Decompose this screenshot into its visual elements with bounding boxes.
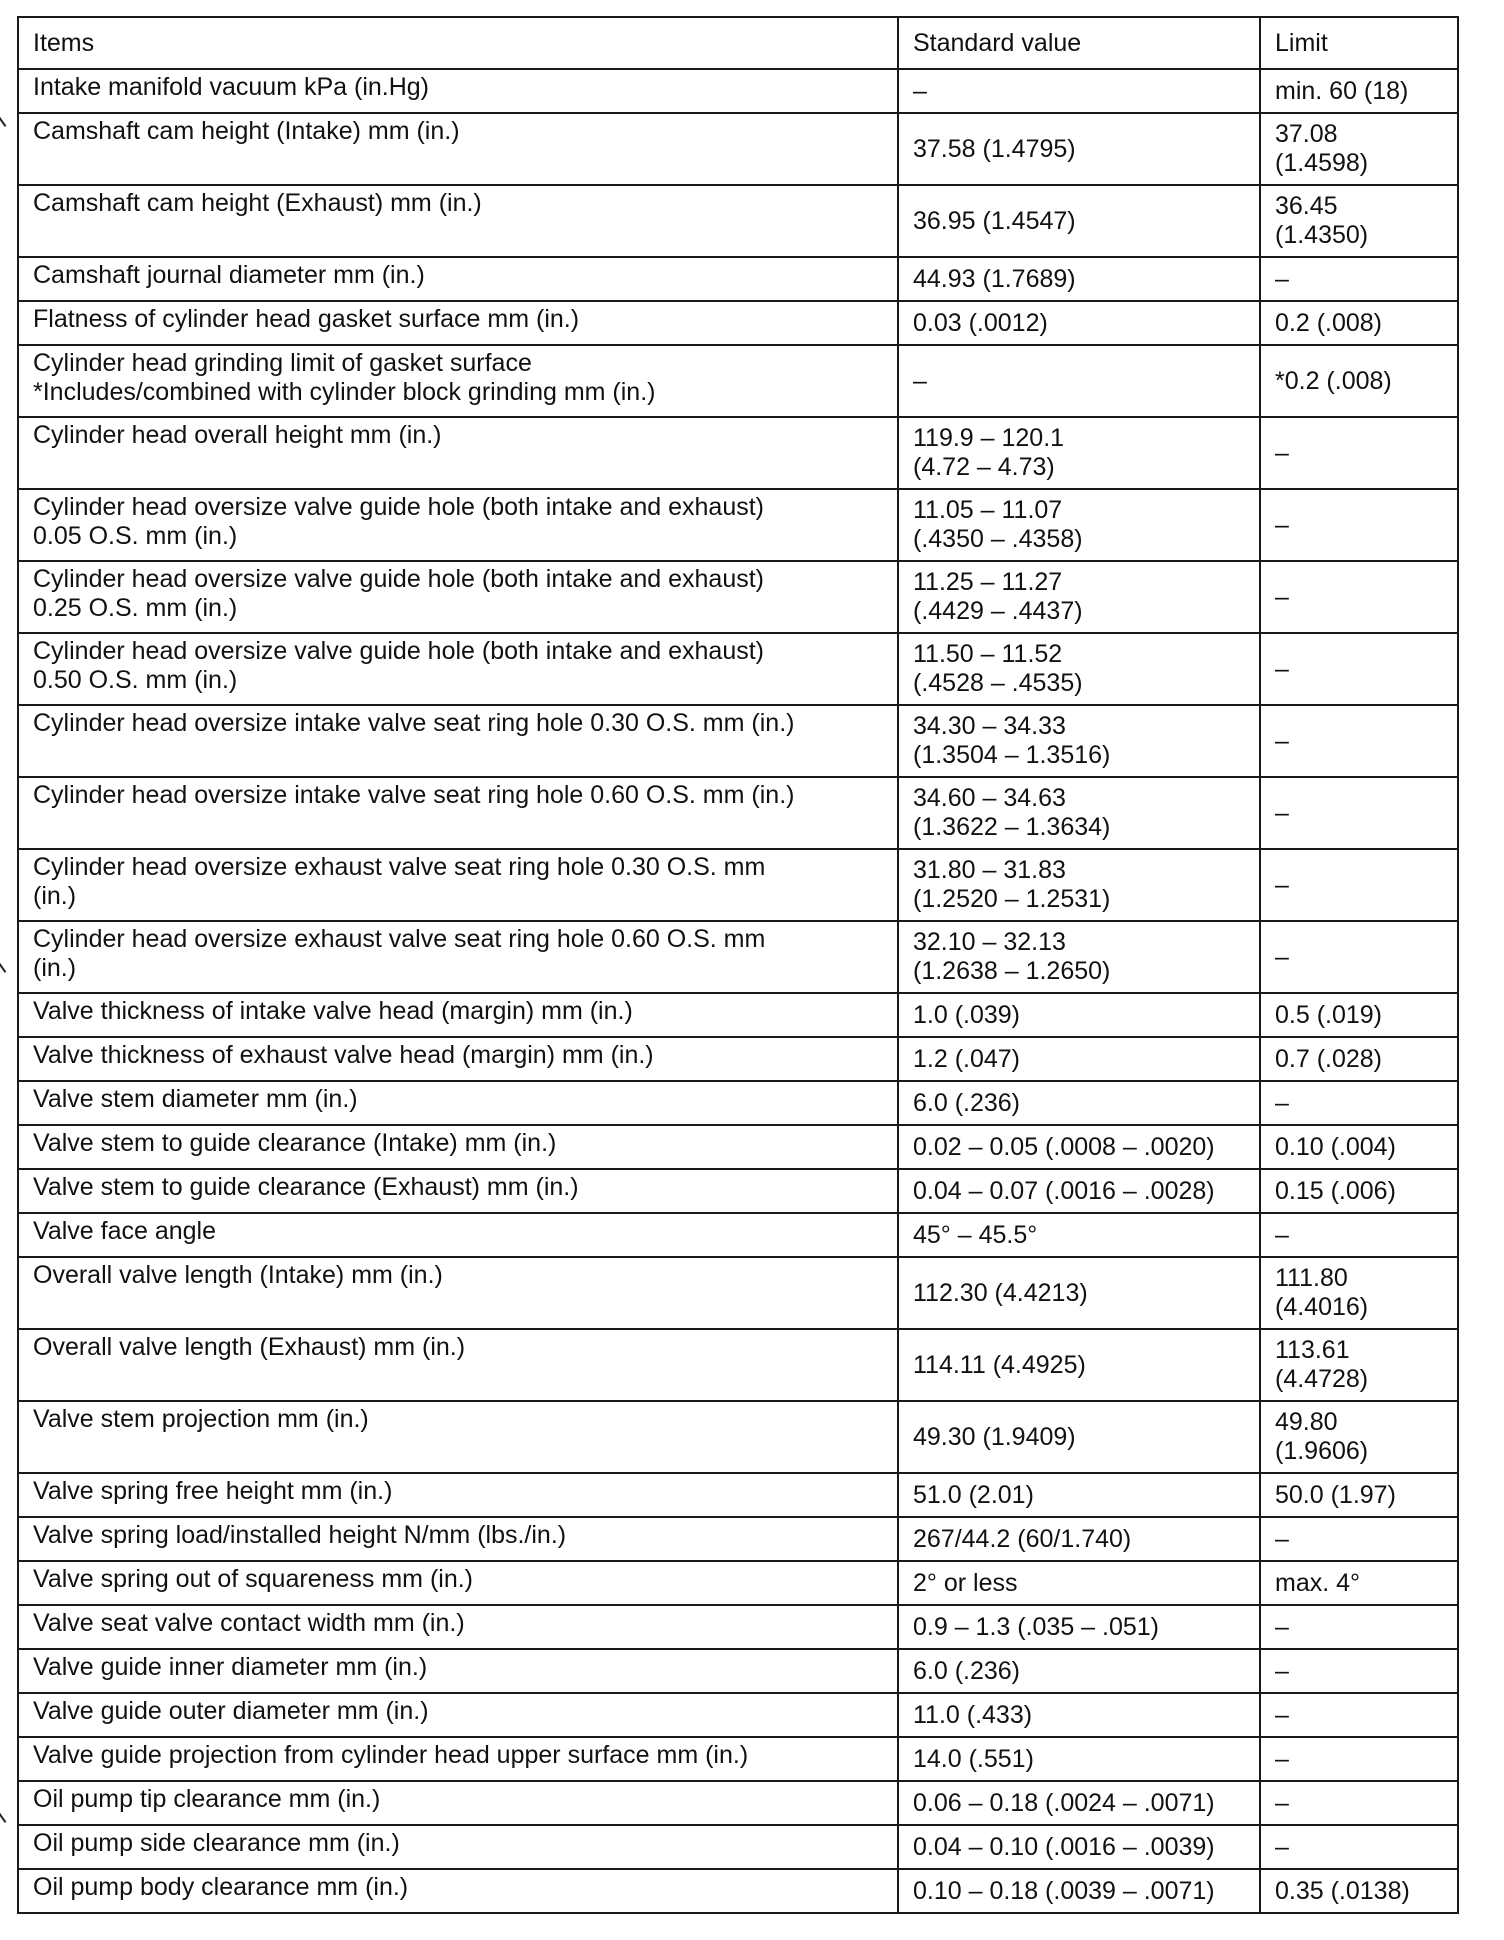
item-cell: Valve spring load/installed height N/mm (lbs./in.) [18,1517,898,1561]
standard-value-cell: 112.30 (4.4213) [898,1257,1260,1329]
standard-value-cell: 0.03 (.0012) [898,301,1260,345]
limit-cell: – [1260,1605,1458,1649]
item-cell: Cylinder head oversize exhaust valve seat ring hole 0.30 O.S. mm (in.) [18,849,898,921]
limit-cell: *0.2 (.008) [1260,345,1458,417]
table-row [18,1037,1458,1081]
standard-value-header: Standard value [898,17,1260,69]
item-cell: Camshaft journal diameter mm (in.) [18,257,898,301]
item-cell: Valve stem to guide clearance (Exhaust) mm (in.) [18,1169,898,1213]
limit-cell: – [1260,633,1458,705]
item-cell: Valve thickness of exhaust valve head (margin) mm (in.) [18,1037,898,1081]
item-cell: Cylinder head oversize valve guide hole (both intake and exhaust) 0.25 O.S. mm (in.) [18,561,898,633]
item-cell: Oil pump side clearance mm (in.) [18,1825,898,1869]
table-row [18,777,1458,849]
table-row [18,1825,1458,1869]
limit-cell: 0.10 (.004) [1260,1125,1458,1169]
margin-mark [0,1805,16,1823]
item-cell: Cylinder head oversize valve guide hole (both intake and exhaust) 0.05 O.S. mm (in.) [18,489,898,561]
item-cell: Oil pump tip clearance mm (in.) [18,1781,898,1825]
item-cell: Valve spring free height mm (in.) [18,1473,898,1517]
standard-value-cell: 114.11 (4.4925) [898,1329,1260,1401]
limit-cell: – [1260,1825,1458,1869]
standard-value-cell: 1.0 (.039) [898,993,1260,1037]
table-row [18,1693,1458,1737]
standard-value-cell: 2° or less [898,1561,1260,1605]
table-body [18,69,1458,1913]
header-row [18,17,1458,69]
table-row [18,489,1458,561]
table-row [18,993,1458,1037]
standard-value-cell: 11.05 – 11.07 (.4350 – .4358) [898,489,1260,561]
item-cell: Overall valve length (Intake) mm (in.) [18,1257,898,1329]
limit-cell: – [1260,489,1458,561]
standard-value-cell: 267/44.2 (60/1.740) [898,1517,1260,1561]
item-cell: Valve guide inner diameter mm (in.) [18,1649,898,1693]
specifications-table [17,16,1459,1914]
item-cell: Camshaft cam height (Exhaust) mm (in.) [18,185,898,257]
table-row [18,345,1458,417]
standard-value-cell: 11.25 – 11.27 (.4429 – .4437) [898,561,1260,633]
limit-cell: – [1260,257,1458,301]
table-row [18,1649,1458,1693]
standard-value-cell: 0.04 – 0.07 (.0016 – .0028) [898,1169,1260,1213]
standard-value-cell: 11.50 – 11.52 (.4528 – .4535) [898,633,1260,705]
limit-cell: 113.61 (4.4728) [1260,1329,1458,1401]
limit-cell: max. 4° [1260,1561,1458,1605]
item-cell: Cylinder head oversize intake valve seat ring hole 0.60 O.S. mm (in.) [18,777,898,849]
limit-cell: 0.2 (.008) [1260,301,1458,345]
item-cell: Camshaft cam height (Intake) mm (in.) [18,113,898,185]
item-cell: Cylinder head oversize intake valve seat ring hole 0.30 O.S. mm (in.) [18,705,898,777]
standard-value-cell: – [898,345,1260,417]
table-row [18,561,1458,633]
standard-value-cell: 32.10 – 32.13 (1.2638 – 1.2650) [898,921,1260,993]
limit-cell: 0.5 (.019) [1260,993,1458,1037]
item-cell: Cylinder head oversize valve guide hole (both intake and exhaust) 0.50 O.S. mm (in.) [18,633,898,705]
standard-value-cell: 34.60 – 34.63 (1.3622 – 1.3634) [898,777,1260,849]
item-cell: Valve guide outer diameter mm (in.) [18,1693,898,1737]
table-row [18,69,1458,113]
table-row [18,1781,1458,1825]
table-row [18,1517,1458,1561]
item-cell: Oil pump body clearance mm (in.) [18,1869,898,1913]
item-cell: Valve stem diameter mm (in.) [18,1081,898,1125]
limit-cell: 111.80 (4.4016) [1260,1257,1458,1329]
standard-value-cell: 6.0 (.236) [898,1649,1260,1693]
standard-value-cell: 51.0 (2.01) [898,1473,1260,1517]
table-row [18,1081,1458,1125]
limit-cell: – [1260,849,1458,921]
standard-value-cell: 37.58 (1.4795) [898,113,1260,185]
item-cell: Valve stem projection mm (in.) [18,1401,898,1473]
limit-cell: – [1260,1649,1458,1693]
table-row [18,921,1458,993]
standard-value-cell: 45° – 45.5° [898,1213,1260,1257]
margin-mark [0,109,16,127]
standard-value-cell: 0.10 – 0.18 (.0039 – .0071) [898,1869,1260,1913]
limit-cell: – [1260,1737,1458,1781]
standard-value-cell: – [898,69,1260,113]
item-cell: Cylinder head overall height mm (in.) [18,417,898,489]
table-row [18,1257,1458,1329]
limit-cell: 36.45 (1.4350) [1260,185,1458,257]
standard-value-cell: 0.02 – 0.05 (.0008 – .0020) [898,1125,1260,1169]
standard-value-cell: 34.30 – 34.33 (1.3504 – 1.3516) [898,705,1260,777]
limit-cell: min. 60 (18) [1260,69,1458,113]
standard-value-cell: 11.0 (.433) [898,1693,1260,1737]
standard-value-cell: 44.93 (1.7689) [898,257,1260,301]
limit-cell: – [1260,1213,1458,1257]
limit-cell: 50.0 (1.97) [1260,1473,1458,1517]
limit-cell: – [1260,417,1458,489]
table-row [18,705,1458,777]
table-row [18,301,1458,345]
limit-cell: – [1260,1693,1458,1737]
limit-cell: 37.08 (1.4598) [1260,113,1458,185]
item-cell: Valve guide projection from cylinder head upper surface mm (in.) [18,1737,898,1781]
limit-header: Limit [1260,17,1458,69]
standard-value-cell: 14.0 (.551) [898,1737,1260,1781]
limit-cell: 49.80 (1.9606) [1260,1401,1458,1473]
limit-cell: 0.35 (.0138) [1260,1869,1458,1913]
table-row [18,1473,1458,1517]
margin-mark [0,955,16,973]
item-cell: Overall valve length (Exhaust) mm (in.) [18,1329,898,1401]
table-row [18,1561,1458,1605]
limit-cell: – [1260,1781,1458,1825]
limit-cell: – [1260,705,1458,777]
standard-value-cell: 1.2 (.047) [898,1037,1260,1081]
table-row [18,849,1458,921]
table-row [18,1213,1458,1257]
standard-value-cell: 0.04 – 0.10 (.0016 – .0039) [898,1825,1260,1869]
limit-cell: 0.15 (.006) [1260,1169,1458,1213]
item-cell: Valve face angle [18,1213,898,1257]
item-cell: Valve thickness of intake valve head (margin) mm (in.) [18,993,898,1037]
standard-value-cell: 31.80 – 31.83 (1.2520 – 1.2531) [898,849,1260,921]
item-cell: Valve seat valve contact width mm (in.) [18,1605,898,1649]
limit-cell: – [1260,561,1458,633]
limit-cell: – [1260,1517,1458,1561]
table-row [18,417,1458,489]
standard-value-cell: 119.9 – 120.1 (4.72 – 4.73) [898,417,1260,489]
item-cell: Cylinder head oversize exhaust valve seat ring hole 0.60 O.S. mm (in.) [18,921,898,993]
item-cell: Flatness of cylinder head gasket surface mm (in.) [18,301,898,345]
table-row [18,1737,1458,1781]
table-row [18,633,1458,705]
item-cell: Intake manifold vacuum kPa (in.Hg) [18,69,898,113]
table-row [18,113,1458,185]
table-row [18,185,1458,257]
table-row [18,1401,1458,1473]
table-row [18,1869,1458,1913]
item-cell: Valve stem to guide clearance (Intake) mm (in.) [18,1125,898,1169]
limit-cell: – [1260,921,1458,993]
item-cell: Valve spring out of squareness mm (in.) [18,1561,898,1605]
limit-cell: 0.7 (.028) [1260,1037,1458,1081]
table-row [18,257,1458,301]
standard-value-cell: 0.9 – 1.3 (.035 – .051) [898,1605,1260,1649]
table-row [18,1605,1458,1649]
limit-cell: – [1260,777,1458,849]
table-row [18,1329,1458,1401]
items-header: Items [18,17,898,69]
standard-value-cell: 6.0 (.236) [898,1081,1260,1125]
table-row [18,1169,1458,1213]
item-cell: Cylinder head grinding limit of gasket surface *Includes/combined with cylinder block grinding mm (in.) [18,345,898,417]
standard-value-cell: 0.06 – 0.18 (.0024 – .0071) [898,1781,1260,1825]
limit-cell: – [1260,1081,1458,1125]
standard-value-cell: 49.30 (1.9409) [898,1401,1260,1473]
table-row [18,1125,1458,1169]
standard-value-cell: 36.95 (1.4547) [898,185,1260,257]
